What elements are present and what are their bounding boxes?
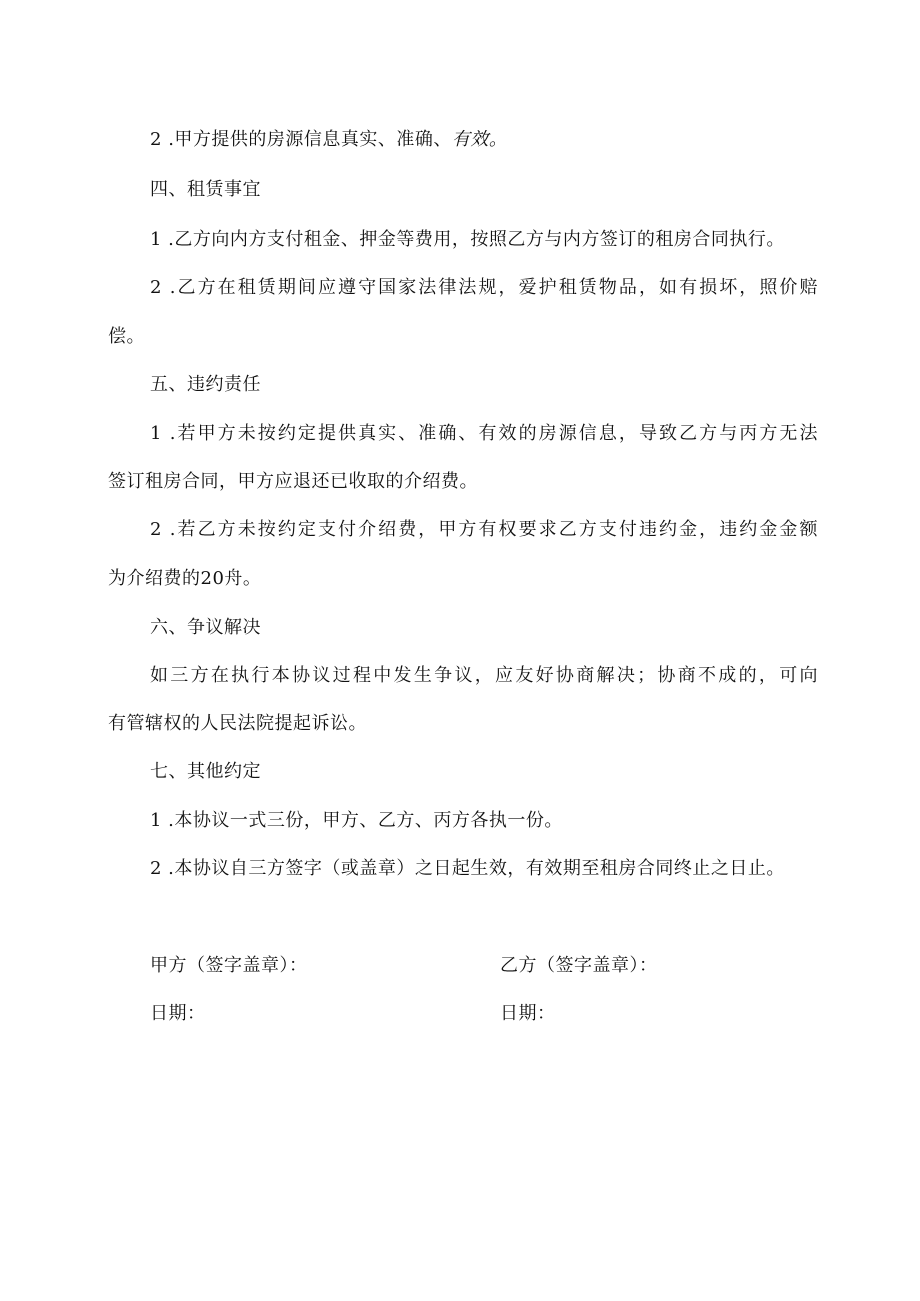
section7-item1: 1 .本协议一式三份，甲方、乙方、丙方各执一份。 xyxy=(150,810,563,831)
section7-item2: 2 .本协议自三方签字（或盖章）之日起生效，有效期至租房合同终止之日止。 xyxy=(150,858,785,879)
party-a-signature-label: 甲方（签字盖章）： xyxy=(150,955,308,976)
section4-item2-line2: 偿。 xyxy=(108,326,145,347)
section4-item1: 1 .乙方向内方支付租金、押金等费用，按照乙方与内方签订的租房合同执行。 xyxy=(150,229,785,250)
item-text-italic: 有效。 xyxy=(451,129,508,150)
item-text: .甲方提供的房源信息真实、准确、 xyxy=(168,129,452,150)
party-b-date-label: 日期： xyxy=(500,1003,556,1024)
section5-heading: 五、违约责任 xyxy=(150,374,261,395)
section7-heading: 七、其他约定 xyxy=(150,761,261,782)
section5-item1-line1: 1 .若甲方未按约定提供真实、准确、有效的房源信息，导致乙方与丙方无法 xyxy=(150,423,818,444)
section6-para-line2: 有管辖权的人民法院提起诉讼。 xyxy=(108,713,367,734)
section3-item2 xyxy=(150,128,507,152)
section5-item2-line1: 2 .若乙方未按约定支付介绍费，甲方有权要求乙方支付违约金，违约金金额 xyxy=(150,519,818,540)
section5-item2-line2: 为介绍费的20舟。 xyxy=(108,568,262,589)
section4-item2-line1: 2 .乙方在租赁期间应遵守国家法律法规，爱护租赁物品，如有损坏，照价赔 xyxy=(150,277,818,298)
section6-para-line1: 如三方在执行本协议过程中发生争议，应友好协商解决；协商不成的，可向 xyxy=(150,665,818,686)
party-a-date-label: 日期： xyxy=(150,1003,206,1024)
section5-item1-line2: 签订租房合同，甲方应退还已收取的介绍费。 xyxy=(108,471,478,492)
section4-heading: 四、租赁事宜 xyxy=(150,179,261,200)
item-number: 2 xyxy=(150,129,162,150)
party-b-signature-label: 乙方（签字盖章）： xyxy=(500,955,658,976)
section6-heading: 六、争议解决 xyxy=(150,617,261,638)
